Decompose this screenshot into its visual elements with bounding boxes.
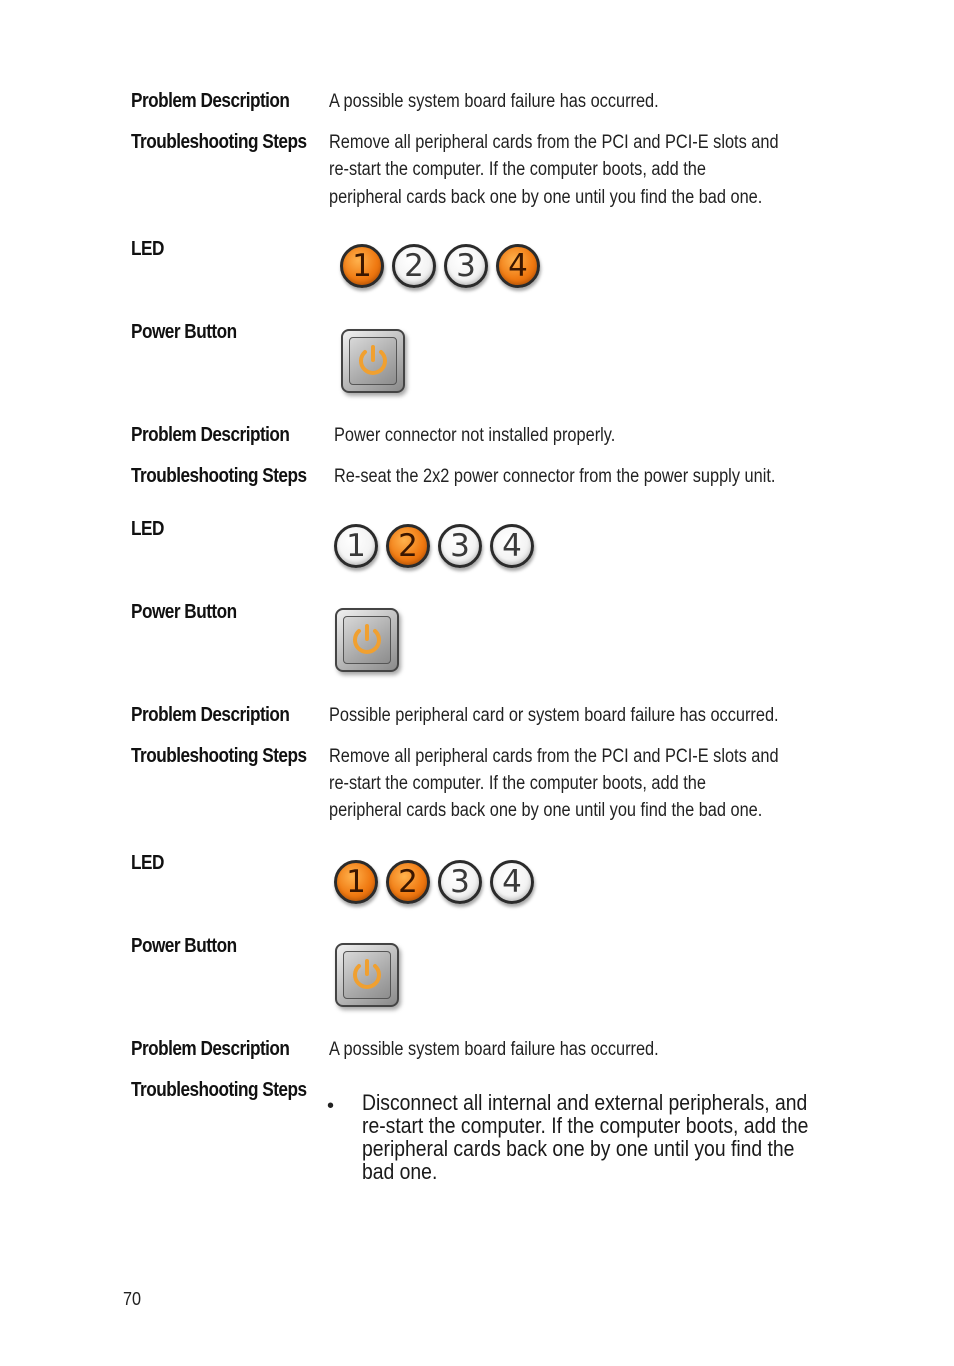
led-3-unlit-icon: 3 (438, 524, 482, 568)
led-indicator-group (334, 860, 542, 904)
led-1-unlit-icon: 1 (334, 524, 378, 568)
power-icon (346, 954, 388, 996)
led-3-unlit-icon: 3 (444, 244, 488, 288)
led-4-unlit-icon: 4 (490, 860, 534, 904)
power-button-image (335, 943, 399, 1007)
page-number: 70 (123, 1289, 142, 1309)
troubleshooting-bullet-line: bad one. (362, 1159, 438, 1184)
led-indicator-group (340, 244, 548, 288)
led-label: LED (131, 518, 164, 540)
power-button-label: Power Button (131, 321, 237, 343)
troubleshooting-bullet-line: re-start the computer. If the computer boots, add the (362, 1113, 809, 1138)
led-label: LED (131, 238, 164, 260)
power-icon (352, 340, 394, 382)
led-label: LED (131, 852, 164, 874)
led-1-lit-icon: 1 (340, 244, 384, 288)
problem-description-text: A possible system board failure has occurred. (329, 91, 659, 112)
troubleshooting-steps-label: Troubleshooting Steps (131, 745, 307, 767)
problem-description-label: Problem Description (131, 1038, 290, 1060)
troubleshooting-steps-line: Remove all peripheral cards from the PCI and PCI-E slots and (329, 132, 779, 153)
troubleshooting-steps-label: Troubleshooting Steps (131, 465, 307, 487)
led-4-unlit-icon: 4 (490, 524, 534, 568)
troubleshooting-steps-line: re-start the computer. If the computer boots, add the (329, 159, 706, 180)
led-2-lit-icon: 2 (386, 524, 430, 568)
troubleshooting-steps-label: Troubleshooting Steps (131, 131, 307, 153)
bullet-marker: • (327, 1095, 335, 1117)
power-button-image (335, 608, 399, 672)
led-3-unlit-icon: 3 (438, 860, 482, 904)
troubleshooting-steps-line: Re-seat the 2x2 power connector from the power supply unit. (334, 466, 776, 487)
troubleshooting-steps-label: Troubleshooting Steps (131, 1079, 307, 1101)
troubleshooting-bullet-line: Disconnect all internal and external peripherals, and (362, 1090, 808, 1115)
led-2-lit-icon: 2 (386, 860, 430, 904)
troubleshooting-steps-line: peripheral cards back one by one until you find the bad one. (329, 800, 763, 821)
led-1-lit-icon: 1 (334, 860, 378, 904)
problem-description-label: Problem Description (131, 424, 290, 446)
power-icon (346, 619, 388, 661)
problem-description-text: Possible peripheral card or system board failure has occurred. (329, 705, 779, 726)
problem-description-text: A possible system board failure has occurred. (329, 1039, 659, 1060)
problem-description-text: Power connector not installed properly. (334, 425, 616, 446)
problem-description-label: Problem Description (131, 704, 290, 726)
led-indicator-group (334, 524, 542, 568)
troubleshooting-steps-line: Remove all peripheral cards from the PCI and PCI-E slots and (329, 746, 779, 767)
led-4-lit-icon: 4 (496, 244, 540, 288)
power-button-label: Power Button (131, 601, 237, 623)
power-button-label: Power Button (131, 935, 237, 957)
troubleshooting-steps-line: re-start the computer. If the computer boots, add the (329, 773, 706, 794)
led-2-unlit-icon: 2 (392, 244, 436, 288)
power-button-image (341, 329, 405, 393)
troubleshooting-bullet-line: peripheral cards back one by one until you find the (362, 1136, 795, 1161)
problem-description-label: Problem Description (131, 90, 290, 112)
troubleshooting-steps-line: peripheral cards back one by one until you find the bad one. (329, 187, 763, 208)
